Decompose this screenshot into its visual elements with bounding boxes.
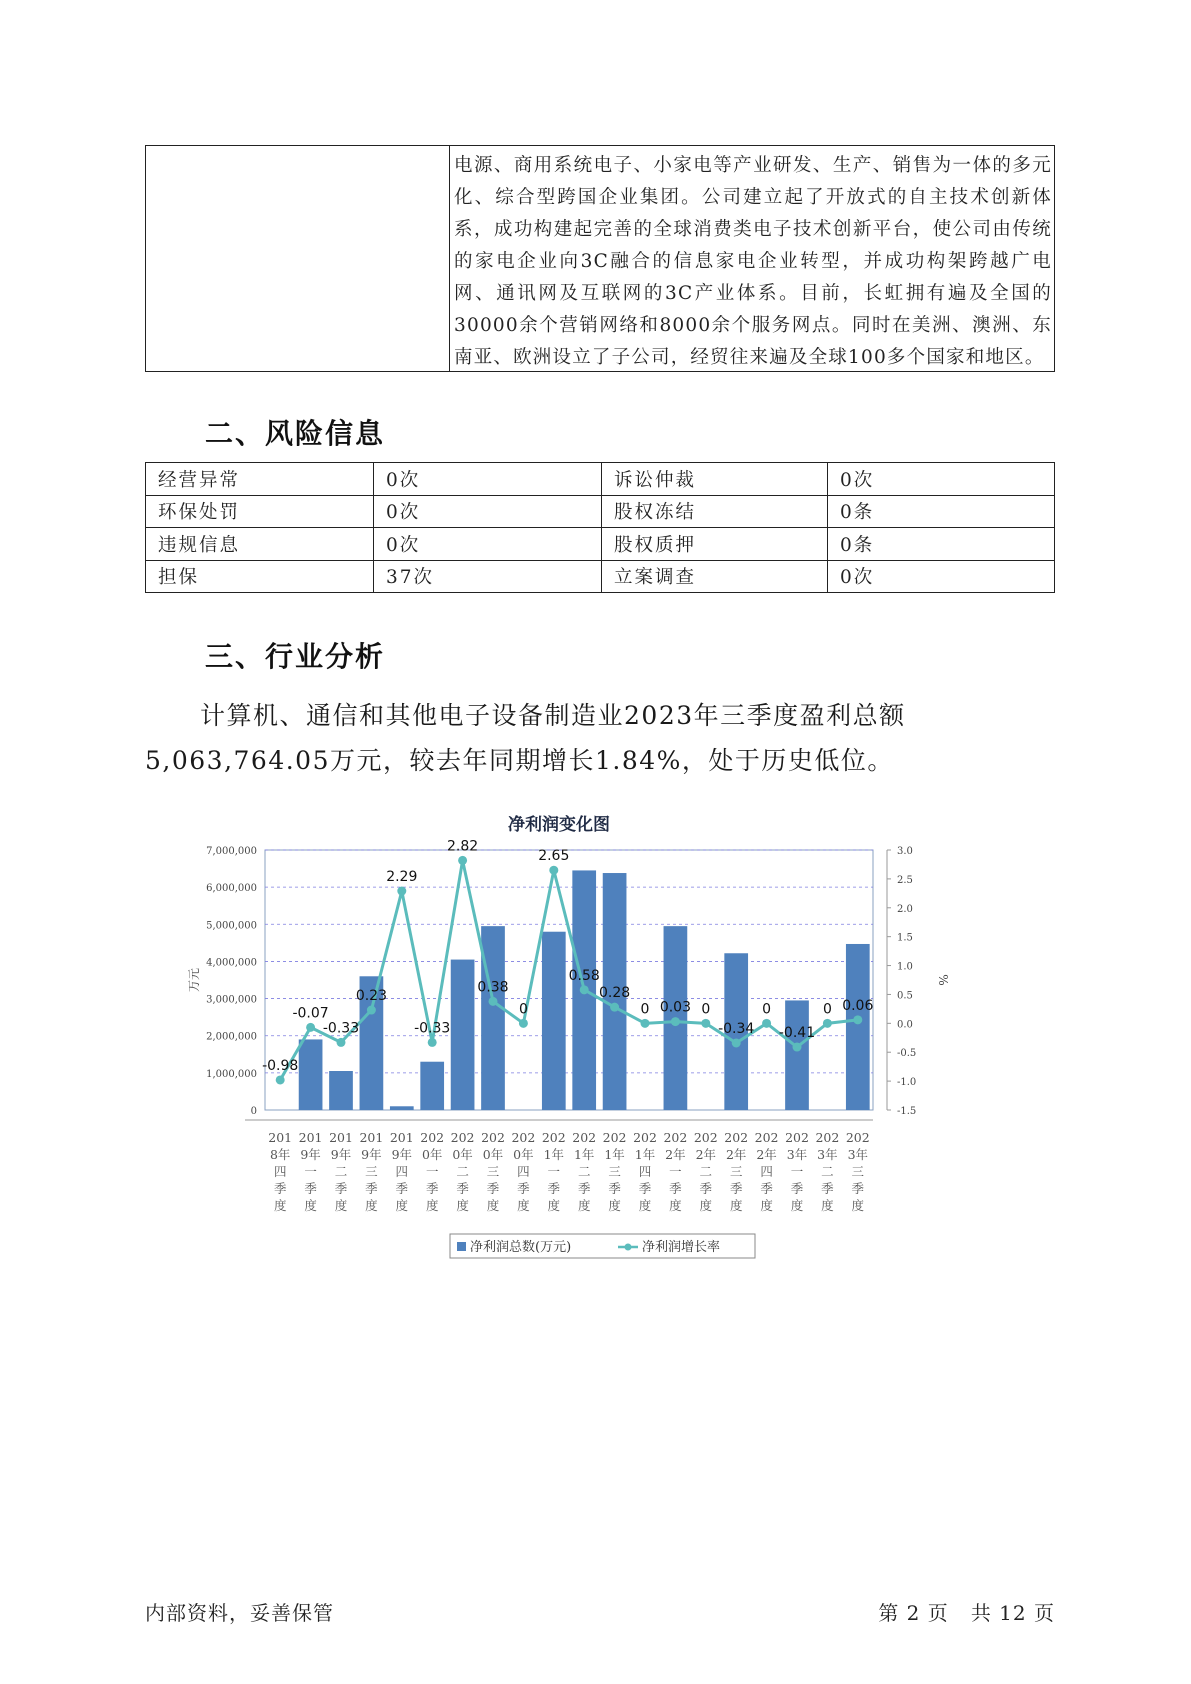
x-tick-label: 202 xyxy=(572,1130,597,1145)
data-label: -0.41 xyxy=(778,1025,816,1042)
risk-value: 0次 xyxy=(374,463,602,496)
y-right-tick-label: 1.5 xyxy=(897,932,913,944)
x-tick-label: 202 xyxy=(663,1130,688,1145)
y-left-tick-label: 4,000,000 xyxy=(206,957,257,969)
table-row xyxy=(146,560,1055,593)
x-tick-label: 9年 xyxy=(361,1147,382,1162)
x-tick-label: 202 xyxy=(815,1130,840,1145)
x-tick-label: 季 xyxy=(395,1181,409,1196)
legend-bar-label: 净利润总数(万元) xyxy=(470,1240,572,1255)
industry-paragraph-text: 计算机、通信和其他电子设备制造业2023年三季度盈利总额5,063,764.05万元，较去年同期增长1.84%，处于历史低位。 xyxy=(145,701,906,775)
x-tick-label: 季 xyxy=(365,1181,378,1196)
x-tick-label: 1年 xyxy=(543,1147,565,1162)
x-tick-label: 度 xyxy=(334,1198,348,1213)
x-tick-label: 度 xyxy=(273,1198,287,1213)
risk-value: 0条 xyxy=(828,528,1055,561)
risk-info-table xyxy=(145,462,1055,593)
legend-bar-swatch xyxy=(457,1242,466,1251)
growth-rate-point xyxy=(428,1038,437,1047)
x-tick-label: 202 xyxy=(633,1130,657,1145)
x-tick-label: 四 xyxy=(395,1164,409,1179)
data-label: 2.82 xyxy=(447,838,479,855)
risk-label: 立案调查 xyxy=(602,560,828,593)
x-tick-label: 0年 xyxy=(482,1147,504,1162)
bar xyxy=(542,932,566,1110)
data-label: 0.58 xyxy=(568,967,600,984)
y-right-axis-label: % xyxy=(936,974,950,986)
y-right-tick-label: 1.0 xyxy=(897,961,913,973)
growth-rate-point xyxy=(549,866,558,875)
x-tick-label: 季 xyxy=(851,1181,865,1196)
y-left-tick-label: 3,000,000 xyxy=(206,994,257,1006)
data-label: 0 xyxy=(762,1001,772,1018)
x-tick-label: 202 xyxy=(693,1130,718,1145)
x-tick-label: 度 xyxy=(760,1198,773,1213)
x-tick-label: 三 xyxy=(365,1164,378,1179)
data-label: 0 xyxy=(640,1001,650,1018)
risk-label: 环保处罚 xyxy=(146,495,374,528)
x-tick-label: 2年 xyxy=(665,1147,686,1162)
bar xyxy=(390,1106,414,1110)
growth-rate-point xyxy=(367,1006,376,1015)
x-tick-label: 一 xyxy=(669,1164,682,1179)
x-tick-label: 201 xyxy=(268,1130,293,1145)
table-row xyxy=(146,463,1055,496)
x-tick-label: 度 xyxy=(729,1198,743,1213)
x-tick-label: 季 xyxy=(669,1181,682,1196)
risk-value: 0次 xyxy=(828,560,1055,593)
x-tick-label: 季 xyxy=(577,1181,591,1196)
risk-label: 经营异常 xyxy=(146,463,374,496)
data-label: -0.98 xyxy=(262,1057,299,1074)
data-label: 2.65 xyxy=(538,848,570,865)
x-tick-label: 一 xyxy=(547,1164,561,1179)
intro-label-cell xyxy=(146,146,450,371)
x-tick-label: 四 xyxy=(760,1164,773,1179)
x-tick-label: 1年 xyxy=(634,1147,656,1162)
x-tick-label: 2年 xyxy=(695,1147,717,1162)
risk-label: 股权冻结 xyxy=(602,495,828,528)
x-tick-label: 三 xyxy=(608,1164,621,1179)
y-left-tick-label: 5,000,000 xyxy=(206,920,257,932)
x-tick-label: 3年 xyxy=(817,1147,838,1162)
growth-rate-point xyxy=(306,1023,315,1032)
growth-rate-point xyxy=(397,887,406,896)
bar xyxy=(451,960,475,1110)
x-tick-label: 一 xyxy=(790,1164,804,1179)
data-label: 2.29 xyxy=(386,869,418,886)
bar xyxy=(785,1000,809,1110)
risk-value: 0条 xyxy=(828,495,1055,528)
intro-text-cell: 电源、商用系统电子、小家电等产业研发、生产、销售为一体的多元化、综合型跨国企业集团。公司建立起了开放式的自主技术创新体系，成功构建起完善的全球消费类电子技术创新平台，使公司由传统的家电企业向3C融合的信息家电企业转型，并成功构架跨越广电网、通讯网及互联网的3C产业体系。目前，长虹拥有遍及全国的30000余个营销网络和8000余个服务网点。同时在美洲、澳洲、东南亚、欧洲设立了子公司，经贸往来遍及全球100多个国家和地区。 xyxy=(454,155,1052,368)
x-tick-label: 0年 xyxy=(452,1147,473,1162)
x-tick-label: 202 xyxy=(602,1130,627,1145)
x-tick-label: 四 xyxy=(273,1164,287,1179)
x-tick-label: 季 xyxy=(760,1181,773,1196)
x-tick-label: 二 xyxy=(577,1164,591,1179)
x-tick-label: 度 xyxy=(395,1198,409,1213)
x-tick-label: 度 xyxy=(577,1198,591,1213)
x-tick-label: 1年 xyxy=(604,1147,625,1162)
x-tick-label: 三 xyxy=(486,1164,500,1179)
growth-rate-point xyxy=(732,1038,741,1047)
x-tick-label: 季 xyxy=(821,1181,834,1196)
legend-line-label: 净利润增长率 xyxy=(642,1240,721,1255)
table-row xyxy=(146,495,1055,528)
x-tick-label: 季 xyxy=(517,1181,530,1196)
footer-page-number: 第 2 页 共 12 页 xyxy=(878,1601,1055,1625)
risk-label: 违规信息 xyxy=(146,528,374,561)
x-tick-label: 季 xyxy=(486,1181,500,1196)
data-label: -0.33 xyxy=(322,1020,360,1037)
risk-label: 股权质押 xyxy=(602,528,828,561)
x-tick-label: 季 xyxy=(304,1181,317,1196)
risk-label: 诉讼仲裁 xyxy=(602,463,828,496)
data-label: -0.33 xyxy=(414,1020,451,1037)
x-tick-label: 9年 xyxy=(391,1147,413,1162)
risk-value: 37次 xyxy=(374,560,602,593)
growth-rate-point xyxy=(671,1017,680,1026)
y-right-tick-label: 0.0 xyxy=(897,1019,913,1031)
x-tick-label: 二 xyxy=(699,1164,713,1179)
x-tick-label: 202 xyxy=(541,1130,566,1145)
y-left-tick-label: 1,000,000 xyxy=(206,1068,257,1080)
growth-rate-point xyxy=(701,1019,710,1028)
net-profit-chart xyxy=(160,800,1060,1270)
table-row xyxy=(146,528,1055,561)
x-tick-label: 季 xyxy=(273,1181,287,1196)
x-tick-label: 季 xyxy=(608,1181,621,1196)
x-tick-label: 201 xyxy=(389,1130,414,1145)
x-tick-label: 度 xyxy=(304,1198,317,1213)
risk-value: 0次 xyxy=(828,463,1055,496)
data-label: -0.07 xyxy=(292,1005,329,1022)
industry-paragraph xyxy=(145,693,1055,783)
x-tick-label: 度 xyxy=(456,1198,469,1213)
x-tick-label: 季 xyxy=(456,1181,469,1196)
y-left-tick-label: 2,000,000 xyxy=(206,1031,257,1043)
x-tick-label: 季 xyxy=(547,1181,561,1196)
x-tick-label: 二 xyxy=(456,1164,469,1179)
data-label: -0.34 xyxy=(718,1020,755,1037)
bar xyxy=(481,926,505,1110)
y-left-tick-label: 6,000,000 xyxy=(206,883,257,895)
legend-line-marker xyxy=(625,1244,632,1251)
y-right-tick-label: 2.0 xyxy=(897,903,913,915)
bar xyxy=(299,1039,323,1110)
x-tick-label: 3年 xyxy=(847,1147,869,1162)
x-tick-label: 202 xyxy=(450,1130,475,1145)
data-label: 0 xyxy=(701,1001,711,1018)
growth-rate-point xyxy=(610,1003,619,1012)
data-label: 0.06 xyxy=(842,997,874,1014)
x-tick-label: 度 xyxy=(851,1198,865,1213)
data-label: 0 xyxy=(822,1001,832,1018)
data-label: 0.28 xyxy=(599,985,631,1002)
growth-rate-point xyxy=(853,1015,862,1024)
risk-section-heading: 二、风险信息 xyxy=(205,417,386,450)
risk-label: 担保 xyxy=(146,560,374,593)
x-tick-label: 201 xyxy=(359,1130,384,1145)
x-tick-label: 202 xyxy=(785,1130,809,1145)
y-right-tick-label: -1.5 xyxy=(897,1106,917,1117)
y-right-tick-label: 2.5 xyxy=(897,874,913,886)
x-tick-label: 202 xyxy=(845,1130,870,1145)
growth-rate-point xyxy=(641,1019,650,1028)
risk-value: 0次 xyxy=(374,495,602,528)
data-label: 0.23 xyxy=(355,988,387,1005)
x-tick-label: 3年 xyxy=(786,1147,808,1162)
x-tick-label: 度 xyxy=(699,1198,713,1213)
bar xyxy=(329,1071,353,1110)
x-tick-label: 1年 xyxy=(573,1147,595,1162)
x-tick-label: 三 xyxy=(729,1164,743,1179)
x-tick-label: 度 xyxy=(790,1198,804,1213)
x-tick-label: 季 xyxy=(790,1181,804,1196)
y-left-tick-label: 7,000,000 xyxy=(206,846,257,857)
y-left-axis-label: 万元 xyxy=(187,967,201,993)
x-tick-label: 0年 xyxy=(421,1147,443,1162)
x-tick-label: 度 xyxy=(638,1198,652,1213)
x-tick-label: 季 xyxy=(425,1181,439,1196)
x-tick-label: 2年 xyxy=(756,1147,777,1162)
x-tick-label: 9年 xyxy=(300,1147,321,1162)
x-tick-label: 202 xyxy=(724,1130,749,1145)
chart-title: 净利润变化图 xyxy=(508,815,610,835)
x-tick-label: 202 xyxy=(511,1130,536,1145)
x-tick-label: 202 xyxy=(754,1130,779,1145)
x-tick-label: 四 xyxy=(638,1164,652,1179)
x-tick-label: 二 xyxy=(821,1164,834,1179)
x-tick-label: 8年 xyxy=(269,1147,291,1162)
x-tick-label: 度 xyxy=(669,1198,682,1213)
growth-rate-point xyxy=(823,1019,832,1028)
x-tick-label: 201 xyxy=(329,1130,353,1145)
company-intro-table xyxy=(145,145,1055,372)
growth-rate-point xyxy=(489,997,498,1006)
x-tick-label: 度 xyxy=(425,1198,439,1213)
x-tick-label: 二 xyxy=(334,1164,348,1179)
x-tick-label: 201 xyxy=(298,1130,323,1145)
data-label: 0.38 xyxy=(477,979,509,996)
growth-rate-point xyxy=(519,1019,528,1028)
x-tick-label: 202 xyxy=(420,1130,445,1145)
x-tick-label: 季 xyxy=(699,1181,713,1196)
x-tick-label: 一 xyxy=(304,1164,317,1179)
y-right-tick-label: 0.5 xyxy=(897,990,913,1002)
footer-confidential-note: 内部资料，妥善保管 xyxy=(145,1601,334,1625)
x-tick-label: 度 xyxy=(517,1198,530,1213)
y-right-tick-label: -0.5 xyxy=(897,1048,917,1060)
growth-rate-point xyxy=(580,985,589,994)
x-tick-label: 度 xyxy=(365,1198,378,1213)
growth-rate-point xyxy=(276,1075,285,1084)
x-tick-label: 度 xyxy=(547,1198,561,1213)
x-tick-label: 三 xyxy=(851,1164,865,1179)
x-tick-label: 季 xyxy=(729,1181,743,1196)
x-tick-label: 度 xyxy=(486,1198,500,1213)
industry-section-heading: 三、行业分析 xyxy=(205,640,386,673)
x-tick-label: 0年 xyxy=(513,1147,534,1162)
y-left-tick-label: 0 xyxy=(250,1106,257,1117)
y-right-tick-label: -1.0 xyxy=(897,1077,917,1089)
growth-rate-point xyxy=(458,856,467,865)
x-tick-label: 一 xyxy=(425,1164,439,1179)
x-tick-label: 9年 xyxy=(330,1147,352,1162)
x-tick-label: 四 xyxy=(517,1164,530,1179)
x-tick-label: 度 xyxy=(608,1198,621,1213)
growth-rate-point xyxy=(762,1019,771,1028)
bar xyxy=(420,1062,444,1110)
x-tick-label: 季 xyxy=(638,1181,652,1196)
chart-svg xyxy=(160,800,1060,1270)
x-tick-label: 度 xyxy=(821,1198,834,1213)
risk-value: 0次 xyxy=(374,528,602,561)
x-tick-label: 202 xyxy=(481,1130,505,1145)
bar xyxy=(846,944,870,1110)
growth-rate-point xyxy=(793,1043,802,1052)
growth-rate-point xyxy=(337,1038,346,1047)
x-tick-label: 季 xyxy=(334,1181,348,1196)
x-tick-label: 2年 xyxy=(725,1147,747,1162)
y-right-tick-label: 3.0 xyxy=(897,846,913,857)
data-label: 0 xyxy=(518,1001,528,1018)
data-label: 0.03 xyxy=(659,999,691,1016)
